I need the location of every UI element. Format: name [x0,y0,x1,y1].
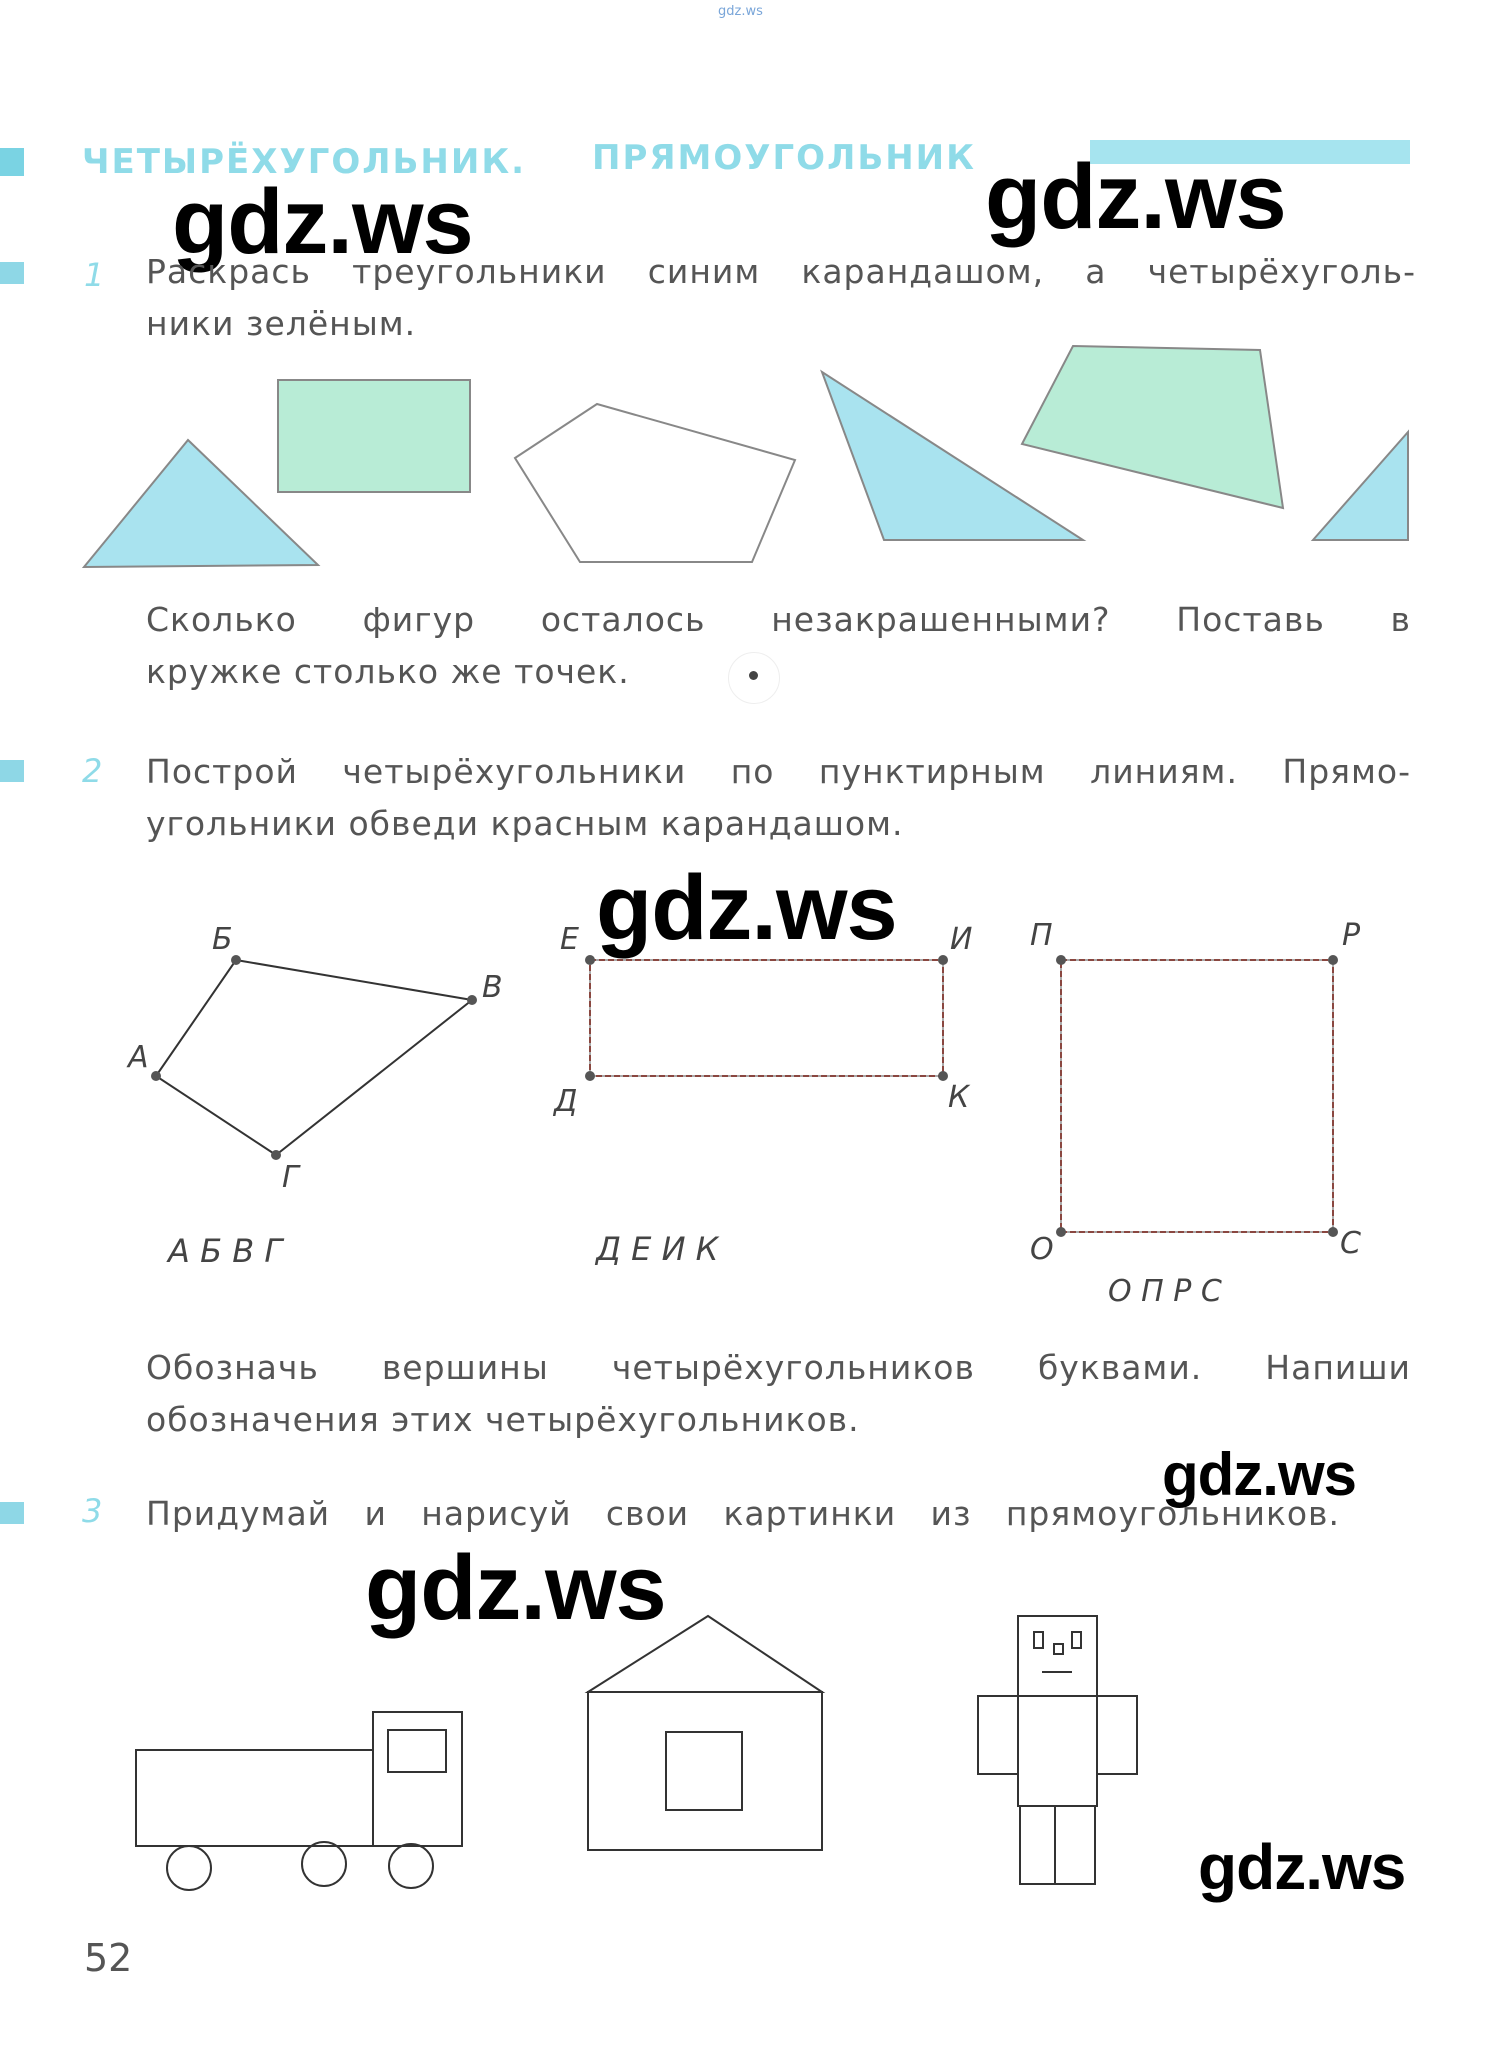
header-title-left: ЧЕТЫРЁХУГОЛЬНИК. [82,142,527,182]
watermark: gdz.ws [596,857,897,959]
task1-number: 1 [84,256,105,294]
watermark: gdz.ws [1198,1831,1406,1903]
task3-number: 3 [82,1492,103,1530]
vertex-label-a: А [128,1040,149,1075]
watermark: gdz.ws [172,171,473,273]
vertex-label-g: Г [282,1160,299,1195]
vertex-label-r: Р [1342,918,1361,953]
vertex-label-e: Е [560,922,579,957]
watermark: gdz.ws [1162,1441,1357,1508]
vertex-label-i: И [950,922,973,957]
task1-question-line2: кружке столько же точек. [146,652,630,691]
watermark: gdz.ws [365,1537,666,1639]
task1-text-line2: ники зелёным. [146,304,417,343]
header-title-right: ПРЯМОУГОЛЬНИК [592,138,976,178]
answer-deik: Д Е И К [596,1230,719,1268]
task2-text-line2: угольники обведи красным карандашом. [146,804,904,843]
watermark: gdz.ws [985,146,1286,248]
task3-text-line1: Придумай и нарисуй свои картинки из прямоугольников. [146,1494,1340,1533]
truck-drawing [136,1712,462,1890]
vertex-label-p: П [1030,918,1053,953]
task1-question-line1: Сколько фигур осталось незакрашенными? Поставь в [146,600,1411,639]
task2-footer-line2: обозначения этих четырёхугольников. [146,1400,860,1439]
robot-drawing [978,1616,1137,1884]
task2-footer-line1: Обозначь вершины четырёхугольников буквами. Напиши [146,1348,1411,1387]
answer-oprs: О П Р С [1108,1274,1222,1309]
vertex-label-k: К [948,1080,970,1115]
task2-text-line1: Построй четырёхугольники по пунктирным линиям. Прямо- [146,752,1411,791]
house-drawing [588,1616,822,1850]
answer-abvg: А Б В Г [168,1232,283,1270]
vertex-label-s: С [1340,1226,1361,1261]
task1-text-line1: Раскрась треугольники синим карандашом, а четырёхуголь- [146,252,1416,291]
vertex-label-v: В [482,970,503,1005]
page-number: 52 [84,1936,133,1980]
vertex-label-b: Б [212,922,233,957]
task2-number: 2 [82,752,103,790]
site-top-link[interactable]: gdz.ws [718,4,763,19]
vertex-label-o: О [1030,1232,1054,1267]
vertex-label-d: Д [554,1084,578,1119]
